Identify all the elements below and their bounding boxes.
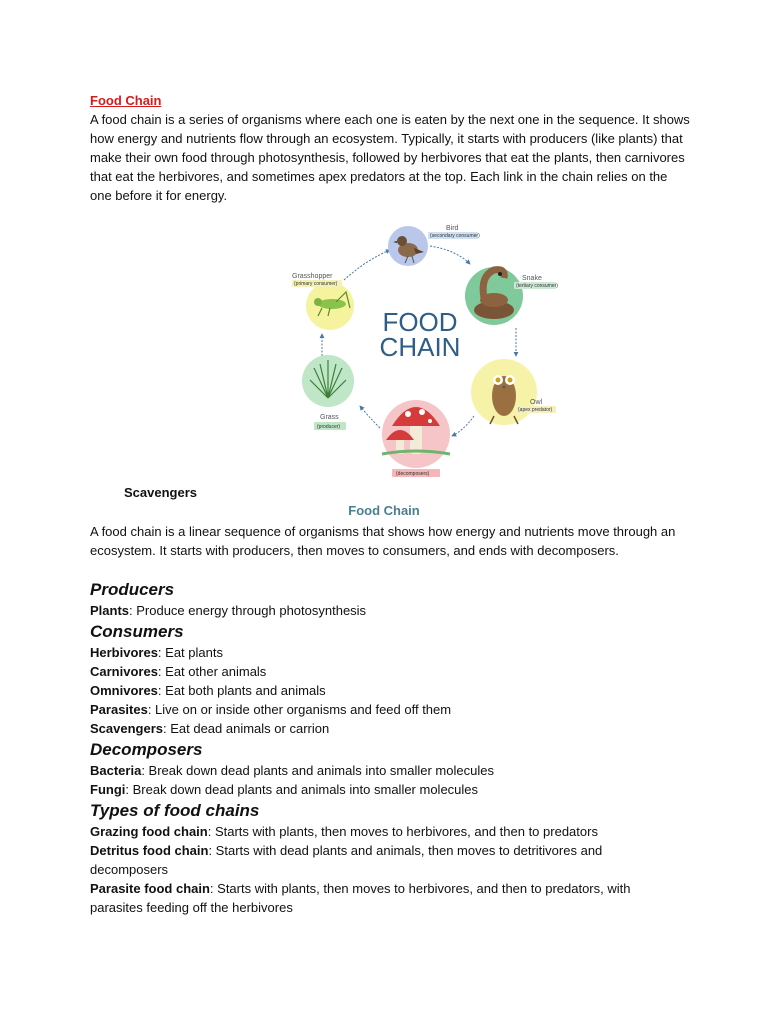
types-heading: Types of food chains [90,801,260,820]
term: Herbivores [90,645,158,660]
grasshopper-tag: (primary consumer) [294,281,338,287]
food-chain-diagram [284,216,564,486]
scavengers-label: Scavengers [124,485,197,500]
grasshopper-label: Grasshopper [292,273,333,280]
term: Detritus food chain [90,843,209,858]
desc: : Eat other animals [157,664,267,679]
figure-caption: Food Chain [348,503,420,518]
term: Omnivores [90,683,158,698]
list-item [90,761,710,780]
definition-paragraph: A food chain is a linear sequence of organisms that shows how energy and nutrients move through an ecosystem. It starts with producers, then moves to consumers, and ends with decomposers. [90,524,676,558]
desc: : Eat dead animals or carrion [163,721,330,736]
diagram-center-food: FOOD [382,307,458,337]
term: Fungi [90,782,126,797]
bird-tag: (secondary consumer) [430,233,480,239]
node-mushroom [382,400,450,477]
term: Carnivores [90,664,158,679]
node-bird [388,225,480,266]
arrow-grasshopper-to-bird [344,250,390,280]
node-owl [471,359,556,425]
consumers-heading: Consumers [90,622,184,641]
producers-heading: Producers [90,580,175,599]
list-item [90,822,710,841]
bird-label: Bird [446,225,459,232]
list-item [90,841,670,879]
section-producers [90,579,710,620]
snake-label: Snake [522,275,542,282]
desc: : Produce energy through photosynthesis [129,603,367,618]
owl-label: Owl [530,399,543,406]
owl-tag: (apex predator) [518,407,553,413]
list-item [90,601,710,620]
mushroom-tag: (decomposers) [396,471,430,477]
list-item [90,879,680,917]
section-decomposers [90,739,710,799]
list-item [90,780,710,799]
list-item [90,643,710,662]
desc: : Eat plants [157,645,223,660]
desc: : Starts with plants, then moves to herbivores, and then to predators [207,824,598,839]
desc: : Break down dead plants and animals into smaller molecules [125,782,479,797]
snake-tag: (tertiary consumer) [516,283,558,289]
section-consumers [90,621,710,738]
list-item [90,662,710,681]
term: Plants [90,603,130,618]
diagram-center-chain: CHAIN [379,332,461,362]
term: Grazing food chain [90,824,208,839]
desc: : Starts with dead plants and animals, then moves to detritivores and decomposers [90,843,603,877]
node-grass [302,355,354,430]
term: Bacteria [90,763,142,778]
node-grasshopper [292,273,354,330]
arrow-owl-to-mushroom [452,416,474,436]
decomposers-heading: Decomposers [90,740,203,759]
section-types [90,800,710,917]
list-item [90,700,710,719]
term: Scavengers [90,721,163,736]
list-item [90,681,710,700]
desc: : Starts with plants, then moves to herbivores, and then to predators, with parasites feeding off the herbivores [90,881,631,915]
arrow-mushroom-to-grass [360,406,380,428]
list-item [90,719,710,738]
desc: : Eat both plants and animals [157,683,326,698]
grass-label: Grass [320,414,339,421]
term: Parasite food chain [90,881,210,896]
term: Parasites [90,702,148,717]
node-snake [465,267,558,325]
arrow-bird-to-snake [430,246,470,264]
desc: : Live on or inside other organisms and feed off them [147,702,452,717]
page-title: Food Chain [90,93,162,108]
grass-tag: (producer) [317,424,341,430]
desc: : Break down dead plants and animals into smaller molecules [141,763,494,778]
intro-paragraph: A food chain is a series of organisms where each one is eaten by the next one in the sequence. It shows how energy and nutrients flow through an ecosystem. Typically, it starts with producers (like plants) that make their own food through photosynthesis, followed by herbivores that eat the plants, then carnivores that eat the herbivores, and sometimes apex predators at the top. Each link in the chain relies on the one before it for energy. [90,112,690,203]
